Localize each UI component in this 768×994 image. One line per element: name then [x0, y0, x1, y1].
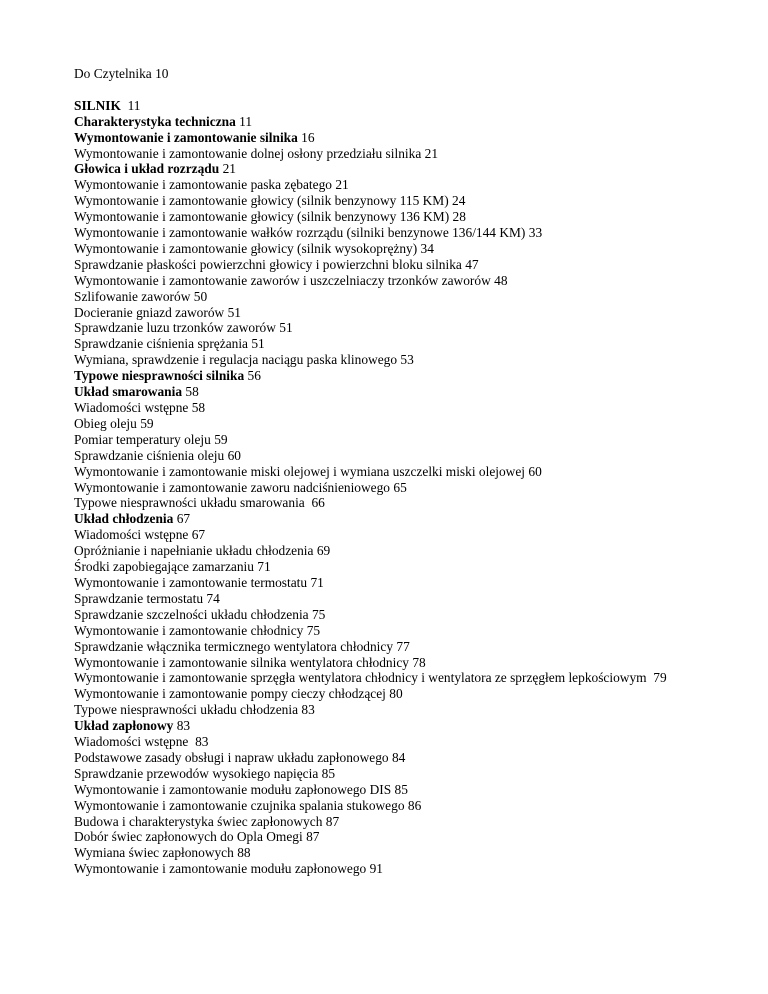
toc-entry: [74, 655, 754, 671]
toc-entry: [74, 225, 754, 241]
toc-entry: [74, 591, 754, 607]
toc-entry: [74, 829, 754, 845]
toc-entry-page: 83: [195, 734, 209, 750]
toc-entry: [74, 464, 754, 480]
toc-entry-page: 83: [301, 702, 315, 718]
toc-entry-page: 51: [227, 304, 241, 320]
toc-entry-page: 24: [452, 193, 466, 209]
toc-entry: [74, 416, 754, 432]
toc-entry-title: Sprawdzanie włącznika termicznego wentylatora chłodnicy: [74, 638, 394, 654]
table-of-contents: [74, 66, 754, 877]
toc-entry-page: 85: [321, 765, 336, 781]
toc-entry-title: Budowa i charakterystyka świec zapłonowych: [74, 813, 323, 829]
toc-entry-title: Wiadomości wstępne: [74, 527, 189, 543]
toc-entry: [74, 320, 754, 336]
toc-entry-page: 87: [325, 813, 340, 829]
toc-entry: [74, 289, 754, 305]
toc-entry: [74, 114, 754, 130]
toc-entry-page: 21: [424, 145, 439, 161]
toc-entry-title: Obieg oleju: [74, 415, 137, 431]
toc-entry-title: Wymontowanie i zamontowanie głowicy (silnik benzynowy 136 KM): [74, 209, 450, 225]
toc-entry-page: 59: [214, 431, 228, 447]
toc-entry-page: 33: [528, 225, 543, 241]
toc-entry-title: Wymontowanie i zamontowanie paska zębatego: [74, 177, 332, 193]
toc-entry: [74, 98, 754, 114]
toc-section-heading: Wymontowanie i zamontowanie silnika: [74, 129, 298, 145]
toc-entry-page: 48: [494, 272, 508, 288]
toc-entry: [74, 607, 754, 623]
toc-entry-page: 59: [140, 415, 154, 431]
toc-entry: [74, 527, 754, 543]
toc-entry-title: Pomiar temperatury oleju: [74, 431, 211, 447]
toc-entry: [74, 273, 754, 289]
toc-entry-title: Wymontowanie i zamontowanie termostatu: [74, 574, 308, 590]
toc-entry-title: Wymontowanie i zamontowanie modułu zapłonowego: [74, 861, 367, 877]
toc-entry-title: Sprawdzanie szczelności układu chłodzenia: [74, 606, 309, 622]
toc-entry-title: Wymontowanie i zamontowanie zaworów i uszczelniaczy trzonków zaworów: [74, 272, 491, 288]
toc-entry-title: Wymontowanie i zamontowanie głowicy (silnik benzynowy 115 KM): [74, 193, 449, 209]
toc-entry: [74, 161, 754, 177]
toc-entry-title: Wymontowanie i zamontowanie czujnika spalania stukowego: [74, 797, 405, 813]
toc-entry: [74, 814, 754, 830]
toc-entry-title: Opróżnianie i napełnianie układu chłodzenia: [74, 543, 314, 559]
toc-entry-page: 83: [176, 718, 191, 734]
toc-entry-page: 51: [279, 320, 293, 336]
toc-entry-intro: [74, 66, 754, 82]
toc-section-heading: Głowica i układ rozrządu: [74, 161, 220, 177]
toc-entry-title: Wymontowanie i zamontowanie zaworu nadciśnieniowego: [74, 479, 391, 495]
toc-entry-title: Do Czytelnika: [74, 66, 152, 81]
toc-entry: [74, 130, 754, 146]
toc-entry-page: 58: [185, 384, 199, 400]
toc-entry-page: 28: [452, 209, 466, 225]
toc-entry-page: 79: [653, 670, 667, 686]
toc-entry-title: Wymontowanie i zamontowanie pompy cieczy chłodzącej: [74, 686, 386, 702]
toc-entry-title: Wymontowanie i zamontowanie głowicy (silnik wysokoprężny): [74, 240, 418, 256]
toc-section-heading: Układ chłodzenia: [74, 511, 174, 527]
toc-entry-page: 16: [301, 129, 315, 145]
toc-entry-title: Wiadomości wstępne: [74, 400, 189, 416]
toc-entry-title: Wymiana, sprawdzenie i regulacja naciągu paska klinowego: [74, 352, 398, 368]
toc-entry: [74, 495, 754, 511]
toc-entry-page: 77: [396, 638, 410, 654]
toc-entry-page: 75: [306, 622, 321, 638]
toc-entry-title: Szlifowanie zaworów: [74, 288, 191, 304]
toc-entry-page: 47: [465, 256, 479, 272]
toc-entry-title: Sprawdzanie termostatu: [74, 590, 204, 606]
toc-entry: [74, 750, 754, 766]
toc-entry: [74, 702, 754, 718]
toc-entry-title: Docieranie gniazd zaworów: [74, 304, 225, 320]
toc-entry-title: Wiadomości wstępne: [74, 734, 192, 750]
toc-entry-page: 85: [394, 781, 408, 797]
toc-entry: [74, 146, 754, 162]
toc-entry: [74, 241, 754, 257]
toc-entry-page: 88: [237, 845, 251, 861]
toc-entry: [74, 352, 754, 368]
toc-entry-page: 60: [528, 463, 542, 479]
toc-entry: [74, 336, 754, 352]
toc-entry: [74, 623, 754, 639]
toc-entry-page: 66: [311, 495, 325, 511]
toc-entry-title: Sprawdzanie luzu trzonków zaworów: [74, 320, 276, 336]
toc-section-heading: Charakterystyka techniczna: [74, 113, 236, 129]
toc-entry-page: 71: [310, 574, 324, 590]
toc-section-heading: SILNIK: [74, 97, 125, 113]
toc-entry-page: 91: [369, 861, 383, 877]
toc-entry-page: 11: [127, 97, 141, 113]
toc-entry: [74, 543, 754, 559]
toc-entry-page: 71: [257, 559, 271, 575]
toc-entry: [74, 448, 754, 464]
toc-entry-title: Wymiana świec zapłonowych: [74, 845, 234, 861]
toc-entry: [74, 575, 754, 591]
toc-entry-title: Dobór świec zapłonowych do Opla Omegi: [74, 829, 303, 845]
toc-entry-page: 21: [222, 161, 236, 177]
toc-entry-title: Sprawdzanie ciśnienia sprężania: [74, 336, 248, 352]
toc-entry-title: Sprawdzanie płaskości powierzchni głowicy i powierzchni bloku silnika: [74, 256, 462, 272]
toc-entry: [74, 559, 754, 575]
toc-entry-title: Wymontowanie i zamontowanie dolnej osłony przedziału silnika: [74, 145, 422, 161]
toc-entry: [74, 766, 754, 782]
toc-entry-title: Sprawdzanie ciśnienia oleju: [74, 447, 225, 463]
toc-entry-list: [74, 98, 754, 877]
toc-entry: [74, 782, 754, 798]
toc-entry-title: Wymontowanie i zamontowanie modułu zapłonowego DIS: [74, 781, 392, 797]
toc-entry: [74, 670, 754, 686]
toc-entry-page: 86: [407, 797, 422, 813]
toc-entry-title: Wymontowanie i zamontowanie wałków rozrządu (silniki benzynowe 136/144 KM): [74, 225, 526, 241]
toc-entry: [74, 193, 754, 209]
toc-entry: [74, 177, 754, 193]
toc-entry: [74, 305, 754, 321]
toc-entry-title: Wymontowanie i zamontowanie miski olejowej i wymiana uszczelki miski olejowej: [74, 463, 526, 479]
toc-entry: [74, 845, 754, 861]
toc-section-heading: Układ zapłonowy: [74, 718, 174, 734]
toc-entry-page: 34: [420, 240, 434, 256]
toc-entry-page: 53: [400, 352, 414, 368]
toc-entry: [74, 639, 754, 655]
toc-entry: [74, 257, 754, 273]
toc-entry-title: Środki zapobiegające zamarzaniu: [74, 559, 254, 575]
toc-entry-page: 21: [335, 177, 349, 193]
toc-entry-page: 87: [306, 829, 320, 845]
toc-section-heading: Układ smarowania: [74, 384, 183, 400]
toc-entry-title: Podstawowe zasady obsługi i napraw układu zapłonowego: [74, 749, 389, 765]
toc-entry: [74, 432, 754, 448]
toc-entry-page: 67: [176, 511, 191, 527]
toc-entry-page: 80: [389, 686, 403, 702]
toc-entry: [74, 798, 754, 814]
toc-entry: [74, 861, 754, 877]
toc-entry-page: 10: [155, 66, 169, 81]
toc-entry: [74, 734, 754, 750]
toc-entry-page: 60: [227, 447, 241, 463]
toc-entry-page: 56: [247, 368, 261, 384]
toc-entry: [74, 511, 754, 527]
toc-entry: [74, 480, 754, 496]
toc-entry-title: Typowe niesprawności układu chłodzenia: [74, 702, 299, 718]
toc-entry-title: Wymontowanie i zamontowanie sprzęgła wentylatora chłodnicy i wentylatora ze sprzęgłem lepkościowym: [74, 670, 650, 686]
toc-entry: [74, 718, 754, 734]
toc-entry-page: 58: [191, 400, 206, 416]
toc-entry-title: Sprawdzanie przewodów wysokiego napięcia: [74, 765, 319, 781]
toc-section-heading: Typowe niesprawności silnika: [74, 368, 245, 384]
toc-entry-page: 84: [391, 749, 406, 765]
toc-entry-title: Typowe niesprawności układu smarowania: [74, 495, 309, 511]
toc-entry-page: 11: [239, 113, 253, 129]
toc-entry-page: 74: [206, 590, 220, 606]
toc-entry-page: 50: [193, 288, 208, 304]
toc-entry-page: 51: [251, 336, 265, 352]
toc-entry-title: Wymontowanie i zamontowanie chłodnicy: [74, 622, 304, 638]
toc-entry: [74, 209, 754, 225]
toc-entry: [74, 368, 754, 384]
toc-entry-page: 65: [393, 479, 407, 495]
toc-entry: [74, 400, 754, 416]
toc-entry-page: 69: [316, 543, 331, 559]
toc-entry-page: 75: [311, 606, 326, 622]
toc-entry: [74, 384, 754, 400]
toc-entry-page: 78: [412, 654, 426, 670]
toc-entry-title: Wymontowanie i zamontowanie silnika wentylatora chłodnicy: [74, 654, 409, 670]
toc-entry-page: 67: [191, 527, 206, 543]
toc-entry: [74, 686, 754, 702]
